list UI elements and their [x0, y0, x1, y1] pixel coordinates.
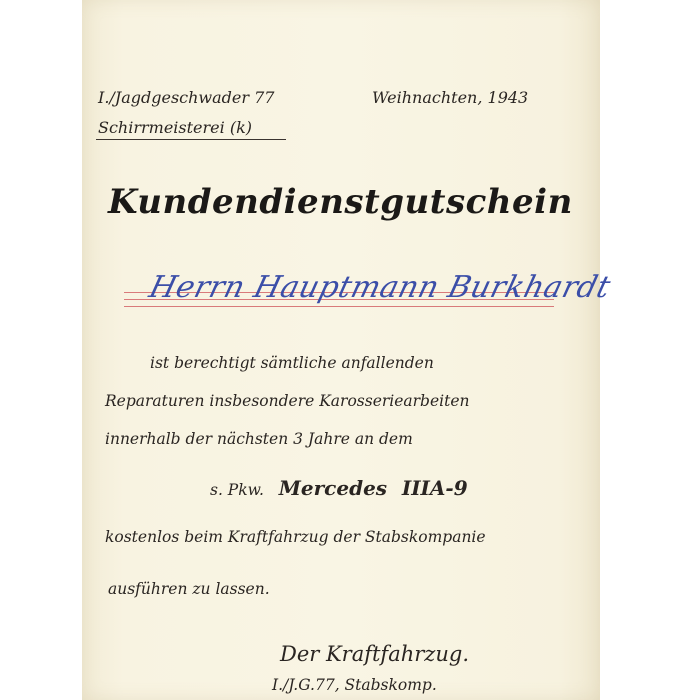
sub-unit-heading: Schirrmeisterei (k) — [98, 118, 253, 137]
vehicle-type: s. Pkw. — [210, 481, 264, 499]
recipient-name: Herrn Hauptmann Burkhardt — [145, 270, 615, 305]
body-line-2: Reparaturen insbesondere Karosseriearbeiten — [105, 392, 470, 410]
vehicle-plate: IIIA-9 — [401, 476, 468, 500]
date-heading: Weihnachten, 1943 — [372, 88, 529, 107]
body-line-4 — [210, 476, 468, 500]
vehicle-make: Mercedes — [278, 476, 388, 500]
document-title: Kundendienstgutschein — [108, 182, 573, 222]
body-line-5: kostenlos beim Kraftfahrzug der Stabskompanie — [105, 528, 486, 546]
sub-unit-underline — [96, 139, 286, 140]
body-line-6: ausführen zu lassen. — [108, 580, 270, 598]
body-line-3: innerhalb der nächsten 3 Jahre an dem — [105, 430, 413, 448]
body-line-1: ist berechtigt sämtliche anfallenden — [150, 354, 434, 372]
signature-title: Der Kraftfahrzug. — [280, 642, 469, 666]
unit-heading: I./Jagdgeschwader 77 — [98, 88, 275, 107]
signature-unit: I./J.G.77, Stabskomp. — [272, 676, 437, 694]
